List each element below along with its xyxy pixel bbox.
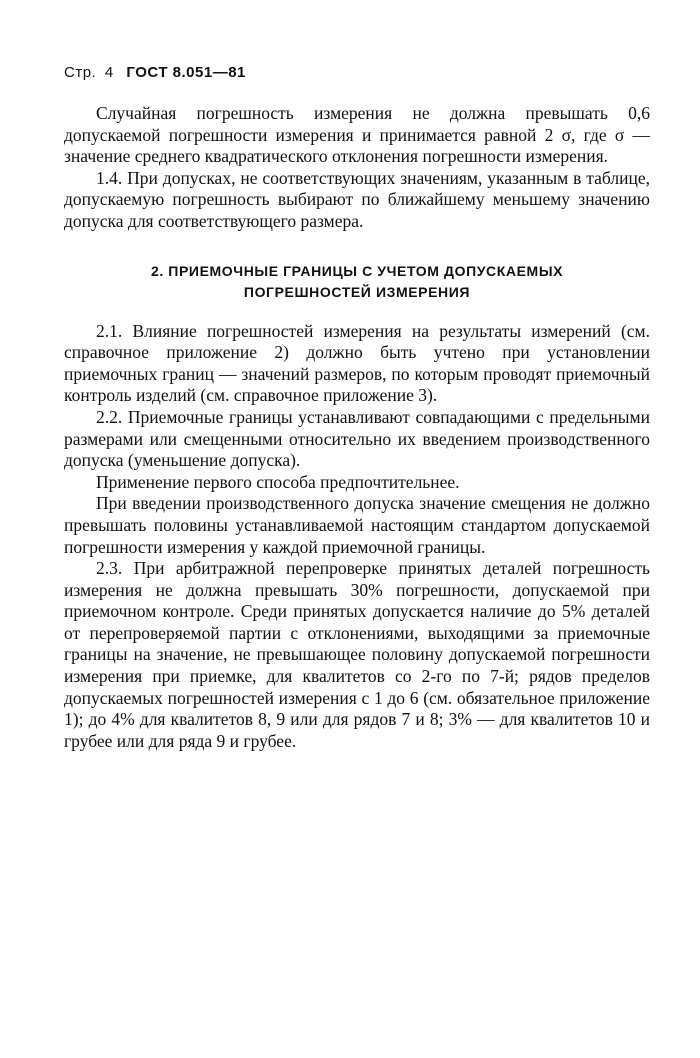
paragraph-2-1: 2.1. Влияние погрешностей измерения на результаты измерений (см. справочное приложение 2) должно быть учтено при установлении приемочных границ — значений размеров, по которым проводят приемочный контроль изделий (см. справочное приложение 3). <box>64 320 650 406</box>
paragraph-2-3: 2.3. При арбитражной перепроверке принятых деталей погрешность измерения не должна превышать 30% погрешности, допускаемой при приемочном контроле. Среди принятых допускается наличие до 5% деталей от перепроверяемой партии с отклонениями, выходящими за приемочные границы на значение, не превышающее половину допускаемой погрешности измерения при приемке, для квалитетов со 2-го по 7-й; рядов пределов допускаемых погрешностей измерения с 1 до 6 (см. обязательное приложение 1); до 4% для квалитетов 8, 9 или для рядов 7 и 8; 3% — для квалитетов 10 и грубее или для ряда 9 и грубее. <box>64 558 650 751</box>
section-2-title <box>64 261 650 303</box>
paragraph-1-4: 1.4. При допусках, не соответствующих значениям, указанным в таблице, допускаемую погрешность выбирают по ближайшему меньшему значению допуска для соответствующего размера. <box>64 167 650 231</box>
document-page <box>64 64 650 752</box>
paragraph-2-2: 2.2. Приемочные границы устанавливают совпадающими с предельными размерами или смещенными относительно их введением производственного допуска (уменьшение допуска). <box>64 406 650 471</box>
section-title-line-1: 2. ПРИЕМОЧНЫЕ ГРАНИЦЫ С УЧЕТОМ ДОПУСКАЕМЫХ <box>150 262 564 279</box>
page-prefix: Стр. <box>64 64 97 81</box>
paragraph-random-error: Случайная погрешность измерения не должна превышать 0,6 допускаемой погрешности измерения и принимается равной 2 σ, где σ — значение среднего квадратического отклонения погрешности измерения. <box>64 103 650 167</box>
page-header <box>64 64 650 81</box>
paragraph-production-tolerance: При введении производственного допуска значение смещения не должно превышать половины устанавливаемой настоящим стандартом допускаемой погрешности измерения у каждой приемочной границы. <box>64 493 650 557</box>
paragraph-first-method: Применение первого способа предпочтительнее. <box>96 471 460 492</box>
standard-number: ГОСТ 8.051—81 <box>126 64 246 81</box>
section-title-line-2: ПОГРЕШНОСТЕЙ ИЗМЕРЕНИЯ <box>243 283 471 300</box>
page-number: 4 <box>104 64 114 81</box>
